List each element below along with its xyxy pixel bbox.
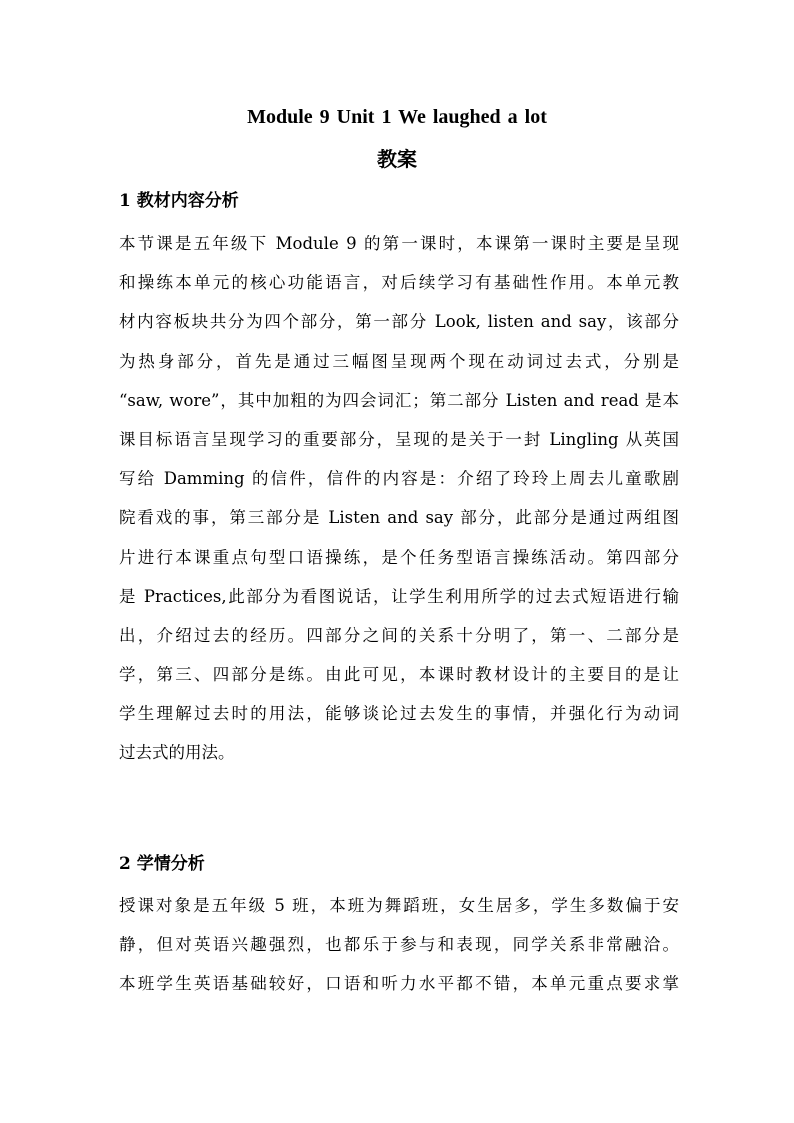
document-title: Module 9 Unit 1 We laughed a lot xyxy=(247,106,547,128)
paragraph-line: 授课对象是五年级 5 班，本班为舞蹈班，女生居多，学生多数偏于安 xyxy=(119,896,679,915)
paragraph-line: 是 Practices,此部分为看图说话，让学生利用所学的过去式短语进行输 xyxy=(119,586,679,606)
paragraph-line: “saw, wore”，其中加粗的为四会词汇；第二部分 Listen and read 是本 xyxy=(119,390,679,410)
section-body-student-analysis xyxy=(119,886,679,1004)
section-body-textbook-analysis xyxy=(119,224,679,773)
paragraph-line: 静，但对英语兴趣强烈，也都乐于参与和表现，同学关系非常融洽。 xyxy=(119,935,679,955)
paragraph-line: 写给 Damming 的信件，信件的内容是：介绍了玲玲上周去儿童歌剧 xyxy=(119,469,679,489)
paragraph-line: 过去式的用法。 xyxy=(119,743,235,763)
paragraph-line: 学，第三、四部分是练。由此可见，本课时教材设计的主要目的是让 xyxy=(119,665,679,685)
paragraph-line: 本节课是五年级下 Module 9 的第一课时，本课第一课时主要是呈现 xyxy=(119,234,679,253)
paragraph-line: 出，介绍过去的经历。四部分之间的关系十分明了，第一、二部分是 xyxy=(119,625,679,645)
paragraph-line: 为热身部分，首先是通过三幅图呈现两个现在动词过去式，分别是 xyxy=(119,351,679,371)
paragraph-line: 片进行本课重点句型口语操练，是个任务型语言操练活动。第四部分 xyxy=(119,547,679,567)
paragraph-line: 本班学生英语基础较好，口语和听力水平都不错，本单元重点要求掌 xyxy=(119,974,679,994)
section-heading-textbook-analysis: 1 教材内容分析 xyxy=(119,191,239,211)
paragraph-line: 课目标语言呈现学习的重要部分，呈现的是关于一封 Lingling 从英国 xyxy=(119,429,679,449)
paragraph-line: 学生理解过去时的用法，能够谈论过去发生的事情，并强化行为动词 xyxy=(119,704,679,724)
paragraph-line: 院看戏的事，第三部分是 Listen and say 部分，此部分是通过两组图 xyxy=(119,508,679,528)
section-heading-student-analysis: 2 学情分析 xyxy=(119,854,205,874)
paragraph-line: 和操练本单元的核心功能语言，对后续学习有基础性作用。本单元教 xyxy=(119,273,679,293)
paragraph-line: 材内容板块共分为四个部分，第一部分 Look, listen and say，该部分 xyxy=(119,312,679,332)
document-subtitle: 教案 xyxy=(377,147,417,171)
